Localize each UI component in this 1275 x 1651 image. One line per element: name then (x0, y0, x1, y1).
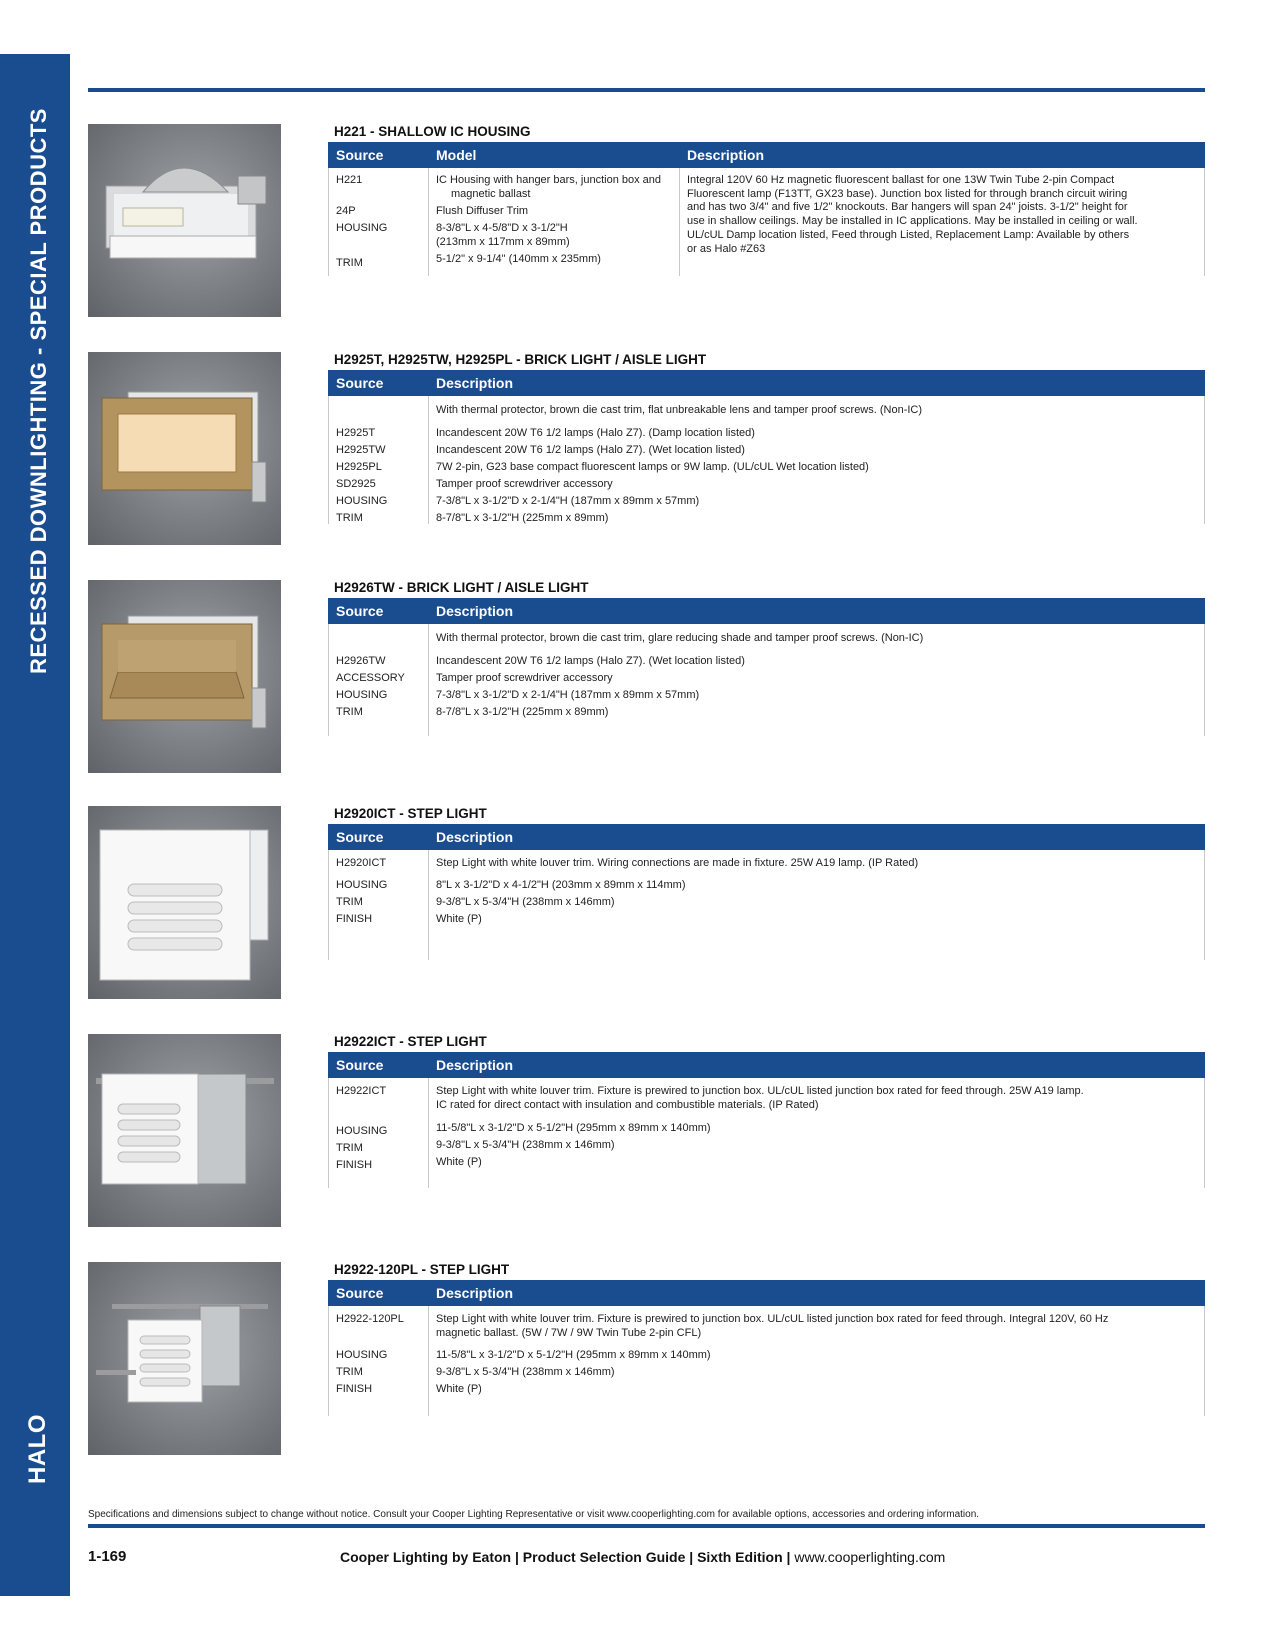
description-line: Step Light with white louver trim. Fixture is prewired to junction box. UL/cUL listed junction box rated for feed through. 25W A19 lamp. (436, 1085, 1084, 1097)
section-title: RECESSED DOWNLIGHTING - SPECIAL PRODUCTS (26, 108, 51, 674)
source-cell: HOUSING (336, 689, 388, 701)
description-cell: White (P) (436, 913, 482, 925)
description-cell: 7W 2-pin, G23 base compact fluorescent lamps or 9W lamp. (UL/cUL Wet location listed) (436, 461, 869, 473)
product-section-h2925 (88, 352, 1205, 552)
spec-table (328, 598, 1205, 736)
divider (328, 624, 329, 736)
product-title: H2922-120PL - STEP LIGHT (334, 1262, 510, 1277)
intro-text: With thermal protector, brown die cast trim, flat unbreakable lens and tamper proof screws. (Non-IC) (436, 404, 923, 416)
header-description: Description (436, 603, 514, 619)
source-cell: H2922-120PL (336, 1313, 404, 1325)
table-header (328, 1280, 1205, 1306)
product-photo (88, 580, 281, 773)
model-cell: (213mm x 117mm x 89mm) (436, 236, 570, 248)
description-line: or as Halo #Z63 (687, 243, 766, 255)
description-line: IC rated for direct contact with insulation and combustible materials. (IP Rated) (436, 1099, 819, 1111)
source-cell: HOUSING (336, 222, 388, 234)
divider (428, 850, 429, 960)
source-cell: HOUSING (336, 879, 388, 891)
description-cell: 9-3/8"L x 5-3/4"H (238mm x 146mm) (436, 1366, 615, 1378)
source-cell: SD2925 (336, 478, 376, 490)
description-line: Integral 120V 60 Hz magnetic fluorescent ballast for one 13W Twin Tube 2-pin Compact (687, 174, 1115, 186)
description-line: UL/cUL Damp location listed, Feed through Listed, Replacement Lamp: Available by others (687, 229, 1130, 241)
divider (1204, 396, 1205, 524)
source-cell: HOUSING (336, 1349, 388, 1361)
description-cell: Incandescent 20W T6 1/2 lamps (Halo Z7). (Wet location listed) (436, 655, 745, 667)
source-cell: H2926TW (336, 655, 386, 667)
source-cell: TRIM (336, 896, 363, 908)
product-title: H2920ICT - STEP LIGHT (334, 806, 487, 821)
product-title: H2926TW - BRICK LIGHT / AISLE LIGHT (334, 580, 589, 595)
intro-text: With thermal protector, brown die cast trim, glare reducing shade and tamper proof screws. (Non-IC) (436, 632, 924, 644)
description-cell: Incandescent 20W T6 1/2 lamps (Halo Z7). (Damp location listed) (436, 427, 755, 439)
source-cell: HOUSING (336, 495, 388, 507)
divider (679, 168, 680, 276)
product-title: H2925T, H2925TW, H2925PL - BRICK LIGHT / AISLE LIGHT (334, 352, 707, 367)
source-cell: FINISH (336, 1159, 373, 1171)
divider (428, 168, 429, 276)
source-cell: H2925PL (336, 461, 382, 473)
divider (1204, 1306, 1205, 1416)
top-rule (88, 88, 1205, 92)
spec-table (328, 1052, 1205, 1188)
product-section-h2922ict (88, 1034, 1205, 1234)
description-cell: 7-3/8"L x 3-1/2"D x 2-1/4"H (187mm x 89mm x 57mm) (436, 689, 700, 701)
source-cell: H2920ICT (336, 857, 387, 869)
model-cell: 5-1/2" x 9-1/4" (140mm x 235mm) (436, 253, 601, 265)
description-cell: 8-7/8"L x 3-1/2"H (225mm x 89mm) (436, 512, 609, 524)
divider (328, 1078, 329, 1188)
source-cell: TRIM (336, 706, 363, 718)
description-cell: Step Light with white louver trim. Wiring connections are made in fixture. 25W A19 lamp. (IP Rated) (436, 857, 919, 869)
bottom-rule (88, 1524, 1205, 1528)
description-line: use in shallow ceilings. May be installed in IC applications. May be installed in ceiling or wall. (687, 215, 1138, 227)
description-cell: Tamper proof screwdriver accessory (436, 478, 613, 490)
table-header (328, 1052, 1205, 1078)
description-line: Fluorescent lamp (F13TT, GX23 base). Junction box listed for through branch circuit wiring (687, 188, 1128, 200)
header-description: Description (436, 1285, 514, 1301)
header-description: Description (436, 829, 514, 845)
source-cell: FINISH (336, 1383, 373, 1395)
description-cell: 8-7/8"L x 3-1/2"H (225mm x 89mm) (436, 706, 609, 718)
header-model: Model (436, 147, 477, 163)
source-cell: TRIM (336, 1366, 363, 1378)
table-header (328, 598, 1205, 624)
description-line: and has two 3/4" and five 1/2" knockouts. Bar hangers will span 24" joists. 3-1/2" height for (687, 201, 1128, 213)
product-photo (88, 352, 281, 545)
header-source: Source (336, 603, 384, 619)
source-cell: TRIM (336, 512, 363, 524)
spec-table (328, 370, 1205, 524)
source-cell: FINISH (336, 913, 373, 925)
product-photo (88, 124, 281, 317)
divider (428, 396, 429, 524)
footer-publication: Cooper Lighting by Eaton | Product Selection Guide | Sixth Edition | (340, 1549, 791, 1565)
product-title: H221 - SHALLOW IC HOUSING (334, 124, 531, 139)
model-cell: 8-3/8"L x 4-5/8"D x 3-1/2"H (436, 222, 568, 234)
description-cell: White (P) (436, 1383, 482, 1395)
header-source: Source (336, 1285, 384, 1301)
source-cell: 24P (336, 205, 356, 217)
product-photo (88, 806, 281, 999)
description-cell: 9-3/8"L x 5-3/4"H (238mm x 146mm) (436, 1139, 615, 1151)
divider (328, 168, 329, 276)
source-cell: H2925TW (336, 444, 386, 456)
description-cell: 7-3/8"L x 3-1/2"D x 2-1/4"H (187mm x 89mm x 57mm) (436, 495, 700, 507)
source-cell: TRIM (336, 257, 363, 269)
description-cell: 8"L x 3-1/2"D x 4-1/2"H (203mm x 89mm x 114mm) (436, 879, 686, 891)
model-cell: magnetic ballast (451, 188, 531, 200)
product-section-h2926tw (88, 580, 1205, 780)
divider (1204, 168, 1205, 276)
product-title: H2922ICT - STEP LIGHT (334, 1034, 487, 1049)
table-header (328, 142, 1205, 168)
product-section-h221 (88, 124, 1205, 324)
footer (340, 1549, 945, 1565)
table-header (328, 824, 1205, 850)
description-line: Step Light with white louver trim. Fixture is prewired to junction box. UL/cUL listed junction box rated for feed through. Integral 120V, 60 Hz (436, 1313, 1109, 1325)
model-cell: IC Housing with hanger bars, junction box and (436, 174, 662, 186)
footer-link[interactable]: www.cooperlighting.com (794, 1549, 946, 1565)
divider (328, 850, 329, 960)
source-cell: H2922ICT (336, 1085, 387, 1097)
product-photo (88, 1262, 281, 1455)
product-section-h2922-120pl (88, 1262, 1205, 1462)
header-source: Source (336, 1057, 384, 1073)
description-cell: Tamper proof screwdriver accessory (436, 672, 613, 684)
spec-table (328, 824, 1205, 960)
spec-table (328, 1280, 1205, 1416)
divider (1204, 1078, 1205, 1188)
header-description: Description (436, 375, 514, 391)
divider (1204, 850, 1205, 960)
divider (328, 396, 329, 524)
divider (428, 1306, 429, 1416)
product-photo (88, 1034, 281, 1227)
spec-table (328, 142, 1205, 276)
sidebar (0, 54, 70, 1596)
header-source: Source (336, 375, 384, 391)
divider (428, 1078, 429, 1188)
description-cell: White (P) (436, 1156, 482, 1168)
table-header (328, 370, 1205, 396)
source-cell: H221 (336, 174, 363, 186)
source-cell: ACCESSORY (336, 672, 405, 684)
description-cell: Incandescent 20W T6 1/2 lamps (Halo Z7). (Wet location listed) (436, 444, 745, 456)
header-description: Description (687, 147, 765, 163)
description-cell: 11-5/8"L x 3-1/2"D x 5-1/2"H (295mm x 89mm x 140mm) (436, 1122, 711, 1134)
divider (1204, 624, 1205, 736)
source-cell: HOUSING (336, 1125, 388, 1137)
description-cell: 9-3/8"L x 5-3/4"H (238mm x 146mm) (436, 896, 615, 908)
source-cell: H2925T (336, 427, 376, 439)
page-number: 1-169 (88, 1548, 127, 1565)
brand-label: HALO (24, 1414, 51, 1484)
footnote: Specifications and dimensions subject to change without notice. Consult your Cooper Lighting Representative or visit www.cooperlighting.com for available options, accessories and ordering information. (88, 1509, 980, 1520)
header-source: Source (336, 147, 384, 163)
model-cell: Flush Diffuser Trim (436, 205, 529, 217)
header-source: Source (336, 829, 384, 845)
product-section-h2920ict (88, 806, 1205, 1006)
description-cell: 11-5/8"L x 3-1/2"D x 5-1/2"H (295mm x 89mm x 140mm) (436, 1349, 711, 1361)
source-cell: TRIM (336, 1142, 363, 1154)
divider (428, 624, 429, 736)
description-line: magnetic ballast. (5W / 7W / 9W Twin Tube 2-pin CFL) (436, 1327, 702, 1339)
header-description: Description (436, 1057, 514, 1073)
divider (328, 1306, 329, 1416)
